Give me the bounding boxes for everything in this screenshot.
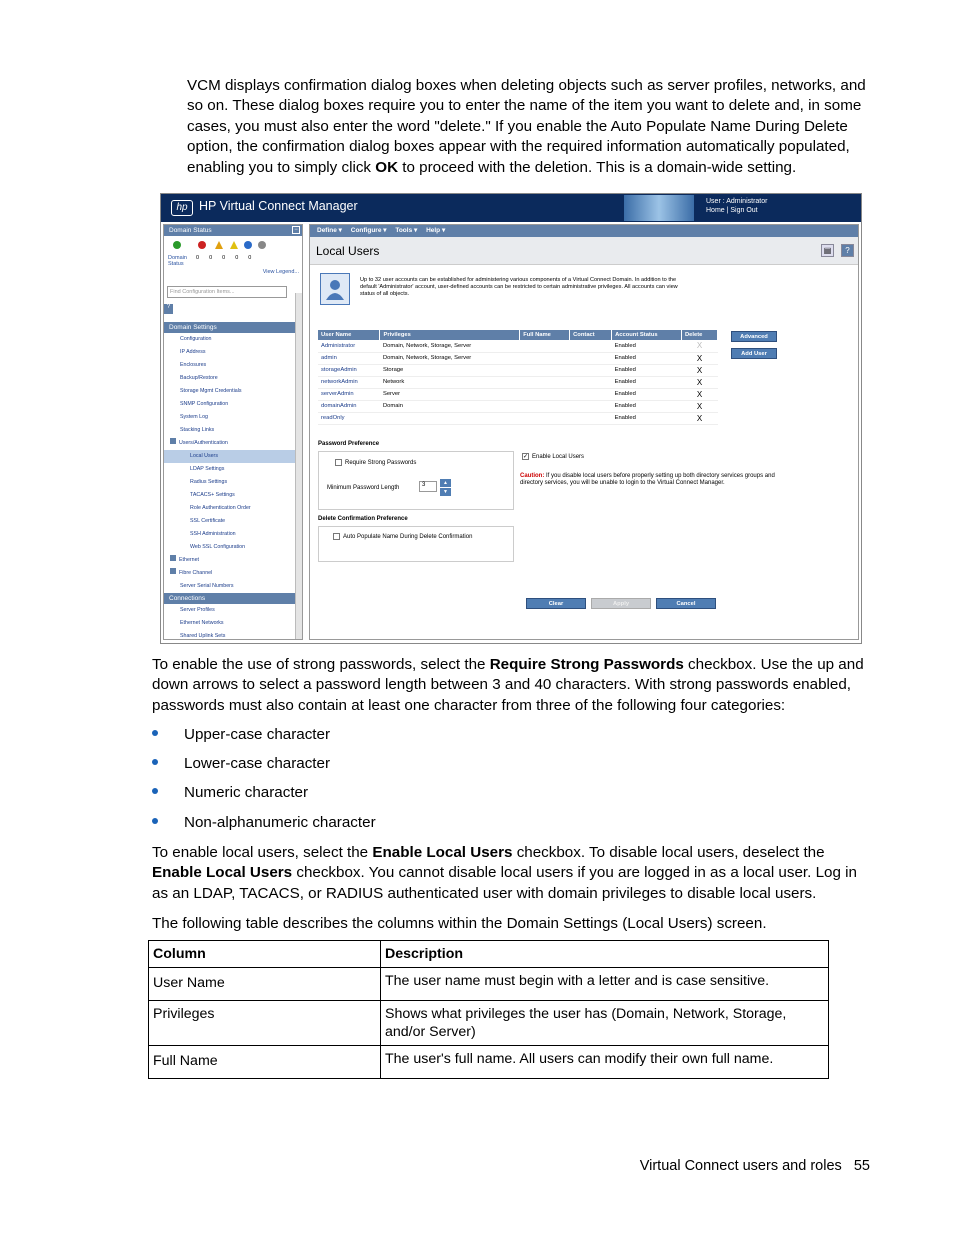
nav-backup-restore[interactable]: Backup/Restore (180, 375, 218, 381)
table-row: storageAdmin Storage Enabled X (318, 364, 718, 376)
intro-paragraph: VCM displays confirmation dialog boxes when deleting objects such as server profiles, networks, and so on. These dialog boxes require you to enter the name of the item you want to delete and, in some cases, you must also enter the word "delete." If you enable the Auto Populate Name During Delete option, the confirmation dialog boxes appear with the required information automatically populated, enabling you to simply click OK to proceed with the deletion. This is a domain-wide setting. (187, 77, 866, 176)
nav-local-users[interactable]: Local Users (164, 450, 302, 463)
min-pw-label: Minimum Password Length (327, 485, 400, 491)
col-user-name[interactable]: User Name (318, 330, 380, 340)
col-privileges[interactable]: Privileges (380, 330, 520, 340)
connections-nav (164, 604, 302, 644)
app-title: HP Virtual Connect Manager (199, 199, 358, 213)
nav-ssl-cert[interactable]: SSL Certificate (190, 518, 226, 524)
delete-icon[interactable]: X (682, 388, 718, 400)
nav-scrollbar[interactable] (295, 293, 302, 639)
table-row: networkAdmin Network Enabled X (318, 376, 718, 388)
connections-bar: Connections (164, 593, 302, 604)
col-account-status[interactable]: Account Status (612, 330, 682, 340)
nav-users-auth[interactable]: Users/Authentication (164, 437, 302, 450)
caution-text: Caution: If you disable local users before properly setting up both directory services groups and directory services, you will be unable to login to the Virtual Connect Manager. (520, 473, 775, 486)
arrow-up-icon[interactable]: ▲ (440, 479, 451, 487)
nav-role-auth-order[interactable]: Role Authentication Order (190, 505, 251, 511)
domain-status-bar: Domain Status − (164, 225, 302, 236)
status-icons (172, 239, 272, 253)
menu-tools[interactable]: Tools ▾ (395, 227, 418, 234)
delete-icon[interactable]: X (682, 400, 718, 412)
page-title: Local Users (316, 244, 380, 258)
advanced-button[interactable]: Advanced (731, 331, 777, 342)
delete-icon[interactable]: X (682, 376, 718, 388)
auto-populate-checkbox[interactable] (333, 533, 340, 540)
local-users-table (318, 330, 718, 425)
help-icon[interactable]: ? (841, 244, 854, 257)
table-header-row (318, 330, 718, 340)
nav-ldap[interactable]: LDAP Settings (190, 466, 225, 472)
domain-settings-nav (164, 333, 302, 593)
delete-icon[interactable]: X (682, 412, 718, 424)
page-title-bar (310, 237, 858, 265)
user-silhouette-icon (321, 274, 349, 304)
app-header (161, 194, 861, 222)
delete-pref-box (318, 526, 514, 562)
find-config-input[interactable]: Find Configuration Items... (167, 286, 287, 298)
menu-help[interactable]: Help ▾ (426, 227, 446, 234)
delete-icon: X (682, 340, 718, 352)
search-help-icon[interactable]: ? (164, 304, 173, 314)
nav-stacking-links[interactable]: Stacking Links (180, 427, 215, 433)
nav-web-ssl[interactable]: Web SSL Configuration (190, 544, 246, 550)
user-info: User : Administrator Home | Sign Out (706, 198, 768, 214)
delete-pref-title: Delete Confirmation Preference (318, 516, 408, 522)
list-item: Non-alphanumeric character (152, 814, 376, 831)
expand-icon[interactable] (170, 438, 176, 444)
require-strong-row: Require Strong Passwords (335, 459, 416, 466)
domain-status-panel (164, 236, 302, 280)
domain-status-link[interactable]: Domain Status (168, 255, 187, 267)
nav-tacacs[interactable]: TACACS+ Settings (190, 492, 235, 498)
clear-button[interactable]: Clear (526, 598, 586, 609)
table-row: serverAdmin Server Enabled X (318, 388, 718, 400)
info-text: Up to 32 user accounts can be established for administering various components of a Virtual Connect Domain. In addition to the default 'Administrator' account, user-defined accounts can be restricted to certain administrative privileges. All accounts can view status of all objects. (360, 277, 678, 297)
enable-local-row: ✓ Enable Local Users (523, 454, 585, 461)
cancel-button[interactable]: Cancel (656, 598, 716, 609)
print-icon[interactable]: ▤ (821, 244, 834, 257)
col-delete[interactable]: Delete (682, 330, 718, 340)
nav-ethernet-networks[interactable]: Ethernet Networks (180, 620, 224, 626)
nav-server-profiles[interactable]: Server Profiles (180, 607, 215, 613)
add-user-button[interactable]: Add User (731, 348, 777, 359)
table-row: domainAdmin Domain Enabled X (318, 400, 718, 412)
collapse-icon[interactable]: − (292, 226, 300, 234)
table-row: Administrator Domain, Network, Storage, Server Enabled X (318, 340, 718, 352)
bullet-icon (152, 759, 158, 765)
local-users-paragraph: To enable local users, select the Enable Local Users checkbox. To disable local users, deselect the Enable Local Users checkbox. You cannot disable local users if you are logged in as a local user. Log in as an LDAP, TACACS, or RADIUS authenticated user with domain privileges to disable local users. (152, 844, 857, 902)
apply-button[interactable]: Apply (591, 598, 651, 609)
table-row: admin Domain, Network, Storage, Server Enabled X (318, 352, 718, 364)
hp-logo-icon: hp (171, 200, 193, 216)
domain-settings-bar: Domain Settings (164, 322, 302, 333)
delete-icon[interactable]: X (682, 352, 718, 364)
strong-password-paragraph: To enable the use of strong passwords, select the Require Strong Passwords checkbox. Use the up and down arrows to select a password length between 3 and 40 characters. With strong passwords enabled, passwords must also contain at least one character from three of the following four categories: (152, 656, 864, 714)
bullet-icon (152, 818, 158, 824)
table-intro: The following table describes the columns within the Domain Settings (Local Users) screen. (152, 915, 767, 932)
list-item: Upper-case character (152, 726, 330, 743)
expand-icon[interactable] (170, 555, 176, 561)
table-row: readOnly Enabled X (318, 412, 718, 424)
header-graphic (624, 195, 694, 221)
col-contact[interactable]: Contact (570, 330, 612, 340)
nav-radius[interactable]: Radius Settings (190, 479, 228, 485)
table-header-row: Column Description (149, 941, 829, 968)
list-item: Lower-case character (152, 755, 330, 772)
left-nav-pane (163, 224, 303, 640)
nav-ip-address[interactable]: IP Address (180, 349, 206, 355)
password-pref-title: Password Preference (318, 441, 380, 447)
vcm-screenshot (160, 193, 862, 644)
user-icon (320, 273, 350, 305)
menu-configure[interactable]: Configure ▾ (350, 227, 387, 234)
delete-icon[interactable]: X (682, 364, 718, 376)
nav-snmp[interactable]: SNMP Configuration (180, 401, 229, 407)
require-strong-checkbox[interactable] (335, 459, 342, 466)
page-footer (640, 1158, 870, 1174)
nav-fibre-channel[interactable]: Fibre Channel (164, 567, 302, 580)
page-number: 55 (853, 1158, 870, 1174)
status-counts: 0 0 0 0 0 (196, 255, 252, 261)
table-row: Full Name The user's full name. All users can modify their own full name. (149, 1046, 829, 1079)
main-pane (309, 224, 859, 640)
col-full-name[interactable]: Full Name (520, 330, 570, 340)
table-row: Privileges Shows what privileges the user has (Domain, Network, Storage, and/or Server) (149, 1001, 829, 1046)
auto-populate-row: Auto Populate Name During Delete Confirmation (333, 533, 503, 541)
nav-san-fabrics[interactable] (164, 643, 302, 644)
nav-shared-uplink-sets[interactable]: Shared Uplink Sets (180, 633, 226, 639)
nav-ethernet[interactable]: Ethernet (164, 554, 302, 567)
view-legend-link[interactable]: View Legend... (262, 269, 299, 275)
expand-icon[interactable] (170, 568, 176, 574)
enable-local-checkbox[interactable]: ✓ (523, 454, 529, 460)
min-pw-input[interactable]: 3 (419, 481, 437, 492)
nav-server-serial[interactable]: Server Serial Numbers (180, 583, 234, 589)
footer-section: Virtual Connect users and roles (639, 1158, 842, 1174)
table-row: User Name The user name must begin with a letter and is case sensitive. (149, 968, 829, 1001)
menu-bar (310, 225, 858, 237)
bullet-icon (152, 788, 158, 794)
list-item: Numeric character (152, 784, 308, 801)
column-description-table (148, 940, 829, 1079)
arrow-down-icon[interactable]: ▼ (440, 488, 451, 496)
bullet-icon (152, 730, 158, 736)
nav-storage-mgmt[interactable]: Storage Mgmt Credentials (180, 388, 242, 394)
password-pref-box (318, 451, 514, 510)
nav-ssh-admin[interactable]: SSH Administration (190, 531, 236, 537)
nav-system-log[interactable]: System Log (180, 414, 208, 420)
nav-enclosures[interactable]: Enclosures (180, 362, 207, 368)
menu-define[interactable]: Define ▾ (317, 227, 342, 234)
nav-configuration[interactable]: Configuration (180, 336, 212, 342)
